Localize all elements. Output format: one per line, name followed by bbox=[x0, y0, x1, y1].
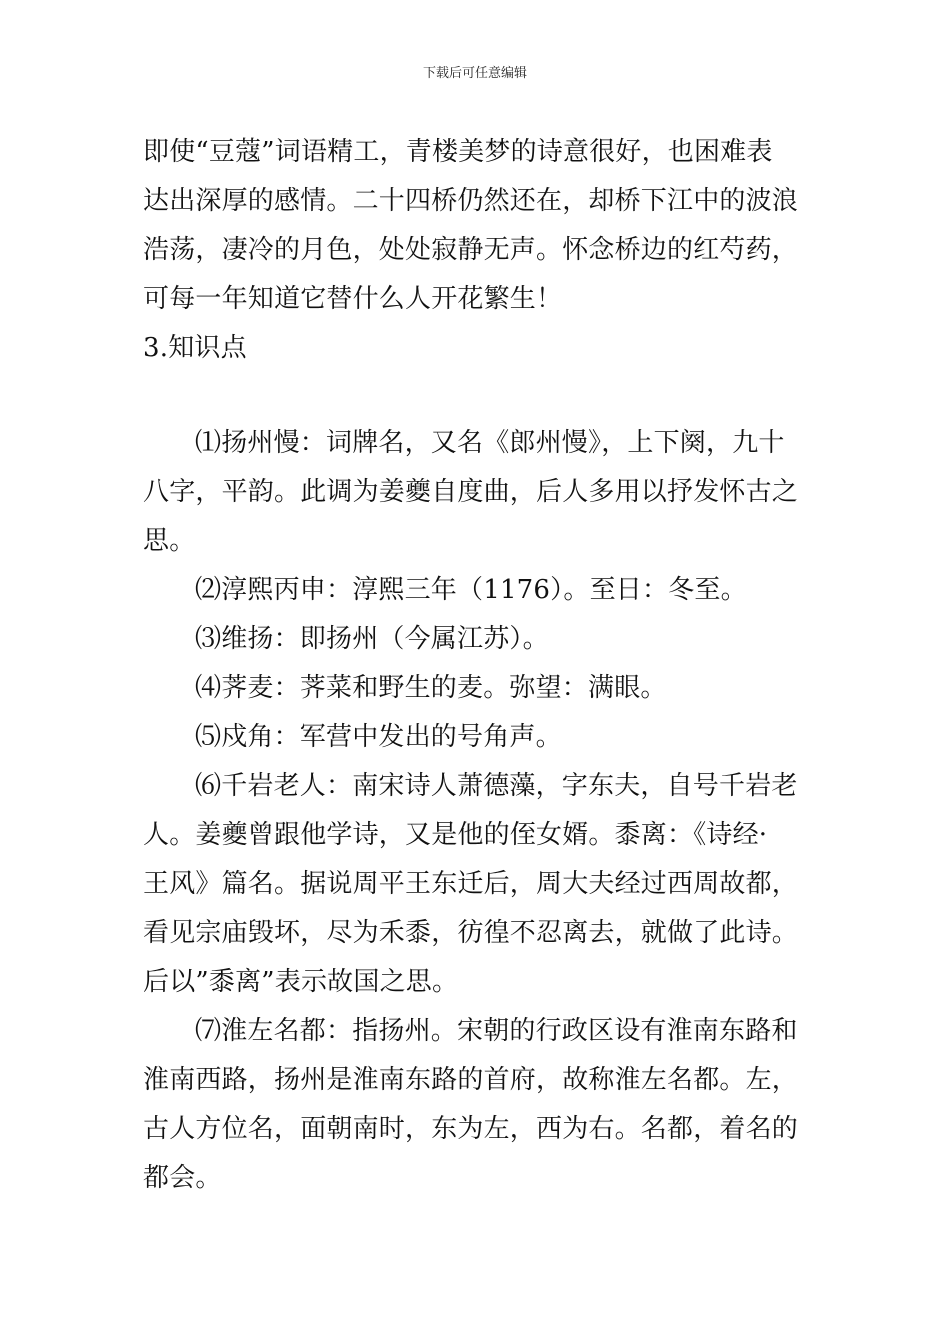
document-body bbox=[143, 128, 815, 1203]
note-7: ⑺淮左名都：指扬州。宋朝的行政区设有淮南东路和 bbox=[195, 1016, 798, 1046]
note-7-cont: 都会。 bbox=[143, 1163, 222, 1193]
note-6-cont: 后以”黍离”表示故国之思。 bbox=[143, 967, 459, 997]
note-7-cont: 淮南西路，扬州是淮南东路的首府，故称淮左名都。左， bbox=[143, 1065, 799, 1095]
note-3: ⑶维扬：即扬州（今属江苏）。 bbox=[195, 624, 549, 654]
spacer bbox=[143, 373, 815, 419]
note-2: ⑵淳熙丙申：淳熙三年（1176）。至日：冬至。 bbox=[195, 575, 747, 605]
section-heading: 3.知识点 bbox=[143, 333, 247, 363]
note-6-cont: 王风》篇名。据说周平王东迁后，周大夫经过西周故都， bbox=[143, 869, 799, 899]
body-line: 即使“豆蔻”词语精工，青楼美梦的诗意很好，也困难表 bbox=[143, 137, 773, 167]
note-1: ⑴扬州慢：词牌名，又名《郎州慢》，上下阕，九十 bbox=[195, 428, 785, 458]
body-line: 达出深厚的感情。二十四桥仍然还在，却桥下江中的波浪 bbox=[143, 186, 799, 216]
note-1-cont: 思。 bbox=[143, 526, 196, 556]
note-7-cont: 古人方位名，面朝南时，东为左，西为右。名都，着名的 bbox=[143, 1114, 799, 1144]
note-6: ⑹千岩老人：南宋诗人萧德藻，字东夫，自号千岩老 bbox=[195, 771, 798, 801]
note-4: ⑷荠麦：荠菜和野生的麦。弥望：满眼。 bbox=[195, 673, 667, 703]
body-line: 浩荡，凄冷的月色，处处寂静无声。怀念桥边的红芍药， bbox=[143, 235, 799, 265]
note-6-cont: 看见宗庙毁坏，尽为禾黍，彷徨不忍离去，就做了此诗。 bbox=[143, 918, 799, 948]
note-5: ⑸戍角：军营中发出的号角声。 bbox=[195, 722, 562, 752]
page-header: 下载后可任意编辑 bbox=[422, 66, 527, 81]
note-1-cont: 八字，平韵。此调为姜夔自度曲，后人多用以抒发怀古之 bbox=[143, 477, 799, 507]
note-6-cont: 人。姜夔曾跟他学诗，又是他的侄女婿。黍离：《诗经· bbox=[143, 820, 768, 850]
body-line: 可每一年知道它替什么人开花繁生！ bbox=[143, 284, 563, 314]
